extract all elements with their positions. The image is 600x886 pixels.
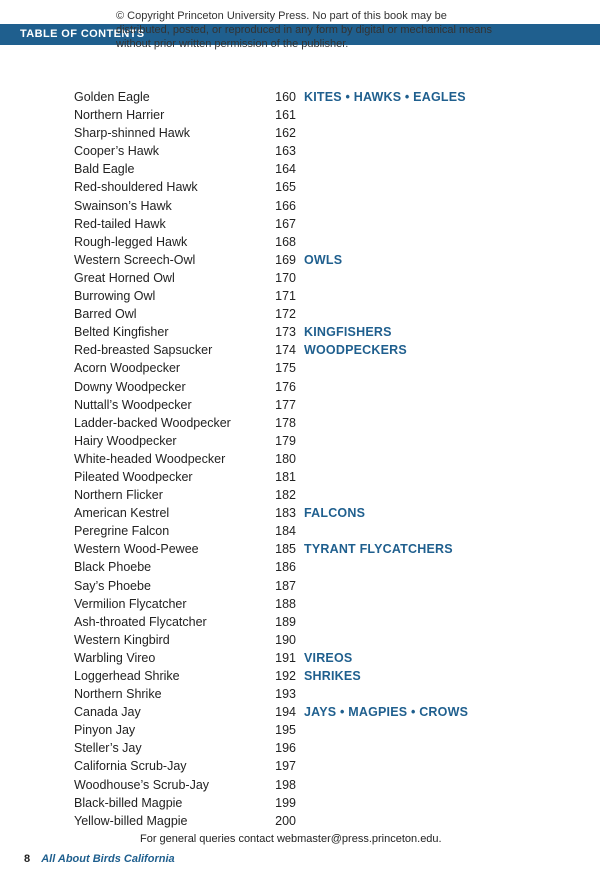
page-number: 198	[275, 777, 296, 792]
contents-entry	[74, 667, 544, 685]
species-name: Ladder-backed Woodpecker	[74, 415, 231, 430]
species-name: Northern Harrier	[74, 108, 165, 123]
species-name: California Scrub-Jay	[74, 759, 187, 774]
contents-entry	[74, 287, 544, 305]
species-name: Warbling Vireo	[74, 650, 156, 665]
species-name: Black-billed Magpie	[74, 795, 183, 810]
species-name: Steller’s Jay	[74, 741, 142, 756]
contents-entry	[74, 142, 544, 160]
contents-entry	[74, 124, 544, 142]
page-number: 172	[275, 307, 296, 322]
species-name: Black Phoebe	[74, 560, 152, 575]
contents-entry	[74, 106, 544, 124]
species-name: Pileated Woodpecker	[74, 469, 193, 484]
contents-entry	[74, 468, 544, 486]
page-number: 191	[275, 650, 296, 665]
page-number: 169	[275, 252, 296, 267]
section-heading: FALCONS	[304, 506, 366, 521]
contents-entry	[74, 812, 544, 830]
contents-entry	[74, 486, 544, 504]
contents-entry	[74, 522, 544, 540]
species-name: Red-breasted Sapsucker	[74, 343, 213, 358]
page-number: 175	[275, 361, 296, 376]
contents-entry	[74, 378, 544, 396]
page-number: 200	[275, 813, 296, 828]
page-number: 167	[275, 216, 296, 231]
species-name: Burrowing Owl	[74, 289, 156, 304]
contents-entry	[74, 450, 544, 468]
section-heading: WOODPECKERS	[304, 343, 407, 358]
contents-entry	[74, 197, 544, 215]
species-name: Ash-throated Flycatcher	[74, 614, 207, 629]
page-number: 162	[275, 126, 296, 141]
species-name: Western Wood-Pewee	[74, 542, 199, 557]
contents-entry	[74, 703, 544, 721]
contents-entry	[74, 215, 544, 233]
species-name: White-headed Woodpecker	[74, 451, 226, 466]
species-name: Red-tailed Hawk	[74, 216, 166, 231]
contents-entry	[74, 160, 544, 178]
general-queries-notice: For general queries contact webmaster@press.princeton.edu.	[140, 833, 442, 845]
page-number: 160	[275, 90, 296, 104]
contents-entry	[74, 595, 544, 613]
contents-entry	[74, 577, 544, 595]
contents-entry	[74, 233, 544, 251]
page-number: 190	[275, 632, 296, 647]
section-heading: KITES • HAWKS • EAGLES	[304, 90, 466, 104]
copyright-notice: © Copyright Princeton University Press. No part of this book may be distributed, posted, or reproduced in any form by digital or mechanical means without prior written permission of the publisher.	[116, 10, 493, 50]
page-number: 165	[275, 180, 296, 195]
species-name: Say’s Phoebe	[74, 578, 151, 593]
page-number: 197	[275, 759, 296, 774]
page-number: 179	[275, 433, 296, 448]
section-heading: VIREOS	[304, 650, 353, 665]
contents-entry	[74, 323, 544, 341]
species-name: Western Screech-Owl	[74, 252, 196, 267]
page-number: 170	[275, 270, 296, 285]
page-number: 185	[275, 542, 296, 557]
species-name: Nuttall’s Woodpecker	[74, 397, 192, 412]
contents-entry	[74, 305, 544, 323]
species-name: Bald Eagle	[74, 162, 135, 177]
page-number: 164	[275, 162, 296, 177]
page-footer	[24, 853, 175, 865]
contents-list	[74, 88, 544, 830]
species-name: Swainson’s Hawk	[74, 198, 172, 213]
page-number: 173	[275, 325, 296, 340]
contents-entry	[74, 739, 544, 757]
contents-entry	[74, 613, 544, 631]
page-number: 182	[275, 488, 296, 503]
contents-entry	[74, 776, 544, 794]
species-name: Vermilion Flycatcher	[74, 596, 187, 611]
section-title: TABLE OF CONTENTS	[20, 28, 145, 40]
contents-entry	[74, 504, 544, 522]
species-name: Western Kingbird	[74, 632, 170, 647]
section-heading: TYRANT FLYCATCHERS	[304, 542, 453, 557]
page-number: 187	[275, 578, 296, 593]
species-name: Rough-legged Hawk	[74, 234, 188, 249]
page-number: 180	[275, 451, 296, 466]
species-name: Woodhouse’s Scrub-Jay	[74, 777, 210, 792]
contents-entry	[74, 649, 544, 667]
page-number: 196	[275, 741, 296, 756]
contents-entry	[74, 414, 544, 432]
contents-entry	[74, 757, 544, 775]
page-number: 8	[24, 853, 31, 865]
contents-entry	[74, 540, 544, 558]
page-number: 183	[275, 506, 296, 521]
section-heading: JAYS • MAGPIES • CROWS	[304, 705, 469, 720]
species-name: Loggerhead Shrike	[74, 669, 180, 683]
species-name: Downy Woodpecker	[74, 379, 186, 394]
section-heading: OWLS	[304, 252, 343, 267]
species-name: Sharp-shinned Hawk	[74, 126, 191, 141]
page-number: 177	[275, 397, 296, 412]
contents-entry	[74, 269, 544, 287]
contents-entry	[74, 794, 544, 812]
species-name: Cooper’s Hawk	[74, 144, 159, 159]
page-number: 168	[275, 234, 296, 249]
contents-entry	[74, 178, 544, 196]
page-number: 199	[275, 795, 296, 810]
contents-entry	[74, 251, 544, 269]
contents-entry	[74, 359, 544, 377]
contents-entry	[74, 721, 544, 739]
species-name: Red-shouldered Hawk	[74, 180, 198, 195]
contents-entry	[74, 396, 544, 414]
contents-entry	[74, 558, 544, 576]
species-name: Acorn Woodpecker	[74, 361, 181, 376]
page-number: 174	[275, 343, 296, 358]
contents-entry	[74, 685, 544, 703]
species-name: Peregrine Falcon	[74, 524, 170, 539]
page-number: 194	[275, 705, 296, 720]
page-number: 192	[275, 669, 296, 683]
book-title: All About Birds California	[41, 853, 175, 865]
section-heading: SHRIKES	[304, 669, 361, 683]
species-name: Great Horned Owl	[74, 270, 175, 285]
species-name: Belted Kingfisher	[74, 325, 169, 340]
species-name: Barred Owl	[74, 307, 137, 322]
species-name: Northern Flicker	[74, 488, 163, 503]
page-number: 188	[275, 596, 296, 611]
page-number: 176	[275, 379, 296, 394]
page-number: 184	[275, 524, 296, 539]
species-name: Pinyon Jay	[74, 723, 136, 738]
page-number: 189	[275, 614, 296, 629]
page-number: 171	[275, 289, 296, 304]
contents-entry	[74, 88, 544, 106]
species-name: Golden Eagle	[74, 90, 150, 104]
species-name: American Kestrel	[74, 506, 170, 521]
page-number: 186	[275, 560, 296, 575]
page-number: 163	[275, 144, 296, 159]
contents-entry	[74, 432, 544, 450]
page-number: 181	[275, 469, 296, 484]
page-number: 166	[275, 198, 296, 213]
species-name: Hairy Woodpecker	[74, 433, 177, 448]
species-name: Canada Jay	[74, 705, 141, 720]
page-number: 195	[275, 723, 296, 738]
species-name: Northern Shrike	[74, 687, 162, 702]
contents-entry	[74, 341, 544, 359]
page-number: 178	[275, 415, 296, 430]
page-number: 161	[275, 108, 296, 123]
species-name: Yellow-billed Magpie	[74, 813, 188, 828]
page-number: 193	[275, 687, 296, 702]
contents-entry	[74, 631, 544, 649]
section-heading: KINGFISHERS	[304, 325, 392, 340]
